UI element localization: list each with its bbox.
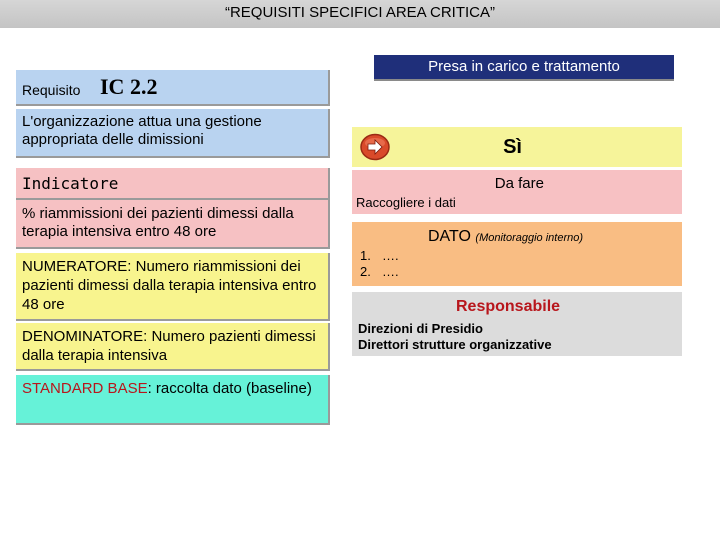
indicatore-heading: Indicatore bbox=[16, 168, 330, 200]
responsabile-box bbox=[352, 292, 682, 356]
arrow-right-icon bbox=[360, 133, 390, 161]
numeratore-box bbox=[16, 253, 330, 321]
requisito-box bbox=[16, 70, 330, 106]
responsabile-line: Direzioni di Presidio bbox=[358, 321, 483, 336]
list-number: 1. bbox=[360, 248, 371, 263]
si-answer: Sì bbox=[503, 136, 522, 158]
da-fare-box bbox=[352, 170, 682, 214]
numeratore-text: : Numero riammissioni dei pazienti dimessi dalla terapia intensiva entro 48 ore bbox=[22, 258, 317, 313]
standard-base-box bbox=[16, 375, 330, 425]
standard-base-key: STANDARD BASE bbox=[22, 380, 148, 397]
numeratore-key: NUMERATORE bbox=[22, 258, 128, 275]
dato-label: DATO bbox=[428, 228, 471, 245]
requisito-description: L'organizzazione attua una gestione appropriata delle dimissioni bbox=[16, 109, 330, 158]
dato-box bbox=[352, 222, 682, 286]
responsabile-list bbox=[358, 321, 552, 353]
presa-in-carico-banner: Presa in carico e trattamento bbox=[374, 55, 674, 81]
list-text: …. bbox=[382, 264, 399, 279]
responsabile-line: Direttori strutture organizzative bbox=[358, 337, 552, 352]
list-number: 2. bbox=[360, 264, 371, 279]
list-item bbox=[360, 248, 399, 264]
page-title: “REQUISITI SPECIFICI AREA CRITICA” bbox=[0, 0, 720, 28]
list-text: …. bbox=[382, 248, 399, 263]
standard-base-text: : raccolta dato (baseline) bbox=[147, 380, 312, 397]
denominatore-text: : Numero pazienti dimessi dalla terapia intensiva bbox=[22, 328, 316, 364]
list-item bbox=[360, 264, 399, 280]
responsabile-heading: Responsabile bbox=[456, 298, 561, 315]
da-fare-heading: Da fare bbox=[494, 175, 544, 192]
indicatore-description: % riammissioni dei pazienti dimessi dalla terapia intensiva entro 48 ore bbox=[16, 200, 330, 249]
dato-note: (Monitoraggio interno) bbox=[475, 232, 584, 244]
dato-list bbox=[360, 248, 399, 280]
si-box bbox=[352, 127, 682, 167]
raccogliere-dati-text: Raccogliere i dati bbox=[356, 195, 456, 210]
requisito-code: IC 2.2 bbox=[100, 74, 158, 99]
dato-heading bbox=[428, 228, 583, 246]
denominatore-box bbox=[16, 323, 330, 371]
denominatore-key: DENOMINATORE bbox=[22, 328, 144, 345]
requisito-label: Requisito bbox=[22, 82, 81, 98]
